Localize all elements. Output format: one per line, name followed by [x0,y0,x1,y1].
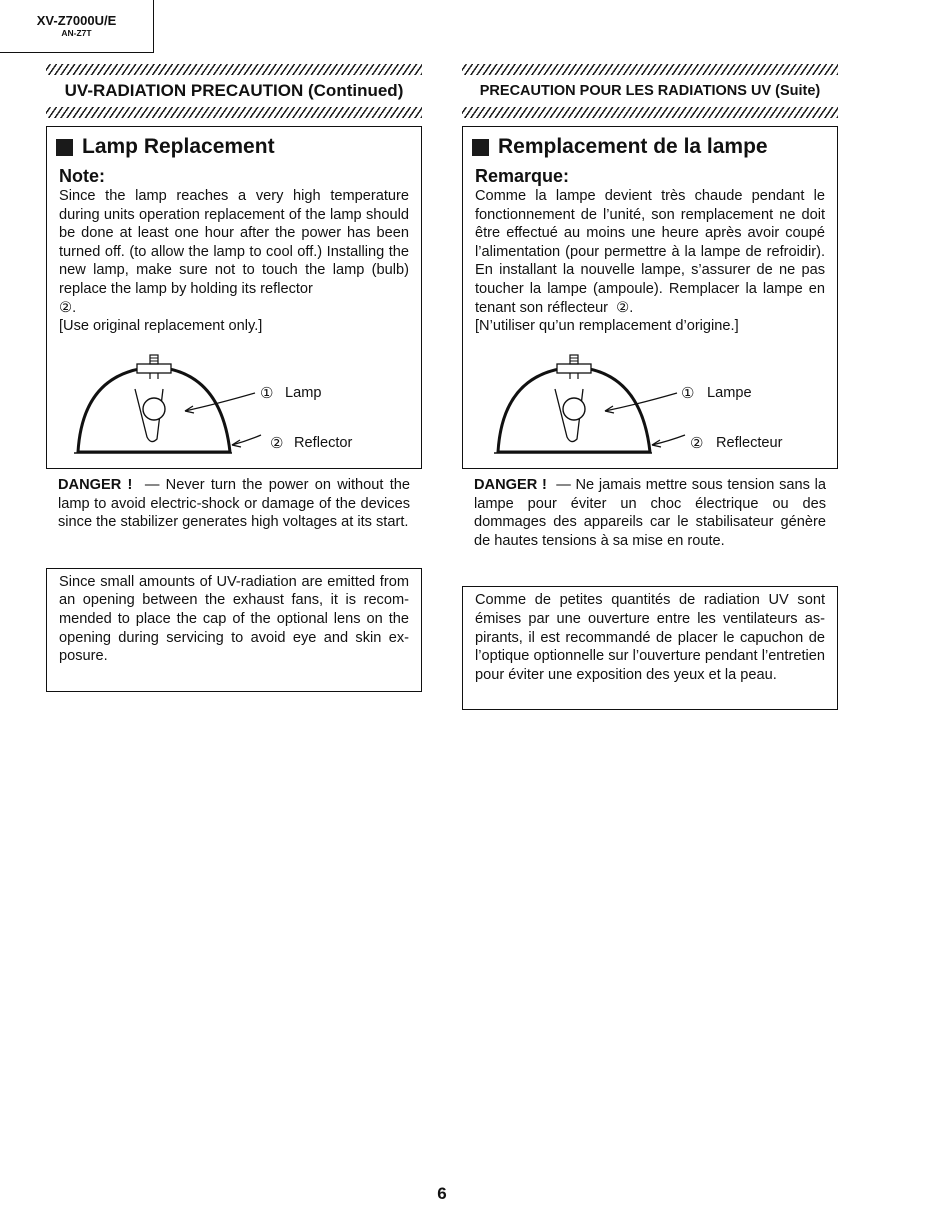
box-heading-text: Lamp Replacement [82,135,275,158]
lamp-cap [137,364,171,373]
lamp-bulb [143,398,165,420]
uv-emission-text: Comme de petites quantités de radiation UV sont émises par une ouverture entre les ventilateurs as-pirants, il est recommandé de placer le capuchon de l’optique optionnelle sur l’ouverture pendant l’entretien pour éviter une exposition des yeux et la peau. [475,592,825,683]
hatch-rule-bottom [46,107,422,118]
reflector-ref: ② [616,299,630,316]
note-label: Note: [59,166,105,186]
original-only-text: [N’utiliser qu’un remplacement d’origine.] [475,318,739,335]
hatch-rule-bottom [462,107,838,118]
lamp-diagram [47,349,421,467]
square-bullet-icon [472,139,489,156]
sub-model-number: AN-Z7T [61,28,92,38]
lamp-replacement-box [462,126,838,469]
danger-label: DANGER ! [58,477,133,493]
note-label: Remarque: [475,166,570,186]
reflector-label-number: ② [690,435,704,452]
reflector-pointer [652,435,685,445]
lamp-bulb [563,398,585,420]
danger-warning [474,476,826,550]
note-text [475,187,825,317]
note-ref-end: . [72,299,77,316]
lamp-label-number: ① [260,385,274,402]
lamp-terminal [150,355,158,364]
uv-emission-box [462,586,838,710]
english-column [46,64,422,692]
section-title: PRECAUTION POUR LES RADIATIONS UV (Suite) [479,83,821,99]
note-text [59,187,409,299]
original-only-line [475,317,825,336]
box-heading [59,134,409,160]
square-bullet-icon [56,139,73,156]
danger-label: DANGER ! [474,477,547,493]
danger-text: — Ne jamais mettre sous tension sans la lampe pour éviter un choc électrique ou des dommages des appareils car le stabilisateur génère de hautes tensions à sa mise en route. [474,477,826,549]
model-header-box [0,0,154,53]
model-number: XV-Z7000U/E [36,13,117,28]
section-title: UV-RADIATION PRECAUTION (Continued) [64,81,404,100]
lamp-label: Lampe [707,385,752,401]
danger-text: — Never turn the power on without the lamp to avoid electric-shock or damage of the devices since the stabilizer generates high voltages at its start. [58,477,410,531]
lamp-terminal [570,355,578,364]
lamp-replacement-box [46,126,422,469]
reflector-pointer [232,435,261,445]
lamp-cap [557,364,591,373]
reflector-label: Reflector [294,435,353,451]
hatch-rule-top [46,64,422,75]
lamp-label-number: ① [681,385,695,402]
page-number: 6 [437,1184,447,1203]
french-column [462,64,838,710]
reflector-label: Reflecteur [716,435,783,451]
lamp-label: Lamp [285,385,322,401]
hatch-rule-top [462,64,838,75]
lamp-diagram [463,349,837,467]
reflector-ref: ② [59,299,73,316]
box-heading [475,134,825,160]
reflector-label-number: ② [270,435,284,452]
original-only-text: [Use original replacement only.] [59,318,263,335]
danger-warning [58,476,410,532]
uv-emission-box [46,568,422,692]
box-heading-text: Remplacement de la lampe [498,135,768,158]
note-ref-line [59,299,409,336]
uv-emission-text: Since small amounts of UV-radiation are emitted from an opening between the exhaust fans, it is recom-mended to place the cap of the optional lens on the opening during servicing to avoid eye and skin ex-posure. [59,573,409,665]
note-body: Since the lamp reaches a very high temperature during units operation replacement of the lamp should be done at least one hour after the power has been turned off. (to allow the lamp to cool off.) Installing the new lamp, make sure not to touch the lamp (bulb) replace the lamp by holding its reflector [59,188,409,297]
note-body: Comme la lampe devient très chaude pendant le fonctionnement de l’unité, son remplacement ne doit être effectué au moins une heure après avoir coupé l’alimentation (pour permettre à la lampe de refroidir). En installant la nouvelle lampe, s’assurer de ne pas toucher la lampe (ampoule). Remplacer la lampe en tenant son réflecteur [475,188,825,316]
note-ref-end: . [629,299,634,316]
